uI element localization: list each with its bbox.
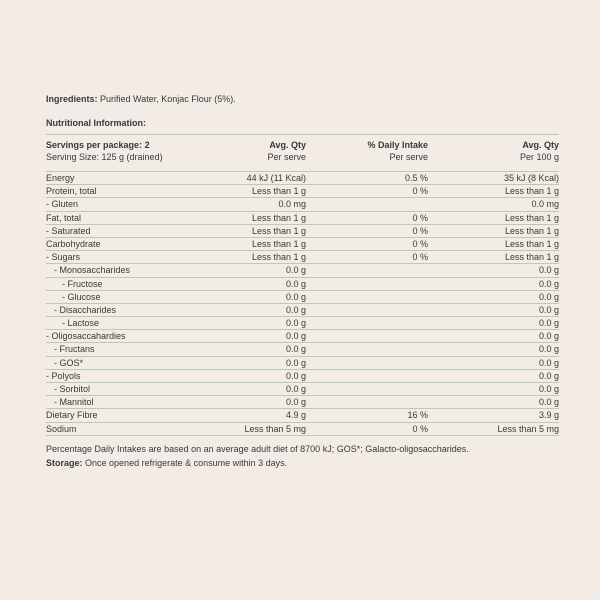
nutrient-name: Fat, total bbox=[46, 212, 82, 223]
per-100g-value: 0.0 g bbox=[538, 318, 559, 329]
nutrient-name: - Mannitol bbox=[54, 397, 94, 408]
column-title: % Daily Intake bbox=[367, 140, 428, 150]
table-row bbox=[46, 317, 559, 330]
column-title: Avg. Qty bbox=[522, 140, 559, 150]
table-row bbox=[46, 198, 559, 211]
daily-intake-value bbox=[306, 264, 428, 277]
per-serve-value: 4.9 g bbox=[285, 410, 306, 421]
table-row bbox=[46, 238, 559, 251]
nutrient-name: - Oligosaccahardies bbox=[46, 331, 126, 342]
storage-label: Storage: bbox=[46, 457, 83, 468]
serving-size: Serving Size: 125 g (drained) bbox=[46, 152, 163, 162]
daily-intake-value bbox=[306, 278, 428, 291]
ingredients-label: Ingredients: bbox=[46, 94, 98, 104]
per-serve-value: 0.0 g bbox=[285, 278, 306, 289]
per-100g-value: 0.0 g bbox=[538, 344, 559, 355]
column-header-avg-per-100g bbox=[428, 139, 559, 163]
per-serve-value: 0.0 g bbox=[285, 344, 306, 355]
per-100g-value: Less than 1 g bbox=[504, 225, 559, 236]
table-row bbox=[46, 304, 559, 317]
table-row bbox=[46, 343, 559, 356]
daily-intake-value bbox=[306, 396, 428, 409]
per-100g-value: 0.0 g bbox=[538, 331, 559, 342]
per-serve-value: 0.0 g bbox=[285, 384, 306, 394]
column-subtitle: Per serve bbox=[389, 152, 428, 162]
daily-intake-footnote: Percentage Daily Intakes are based on an average adult diet of 8700 kJ; GOS*; Galacto-oligosaccharides. bbox=[46, 443, 469, 454]
nutrient-name: - Fructans bbox=[54, 344, 95, 355]
nutrition-heading: Nutritional Information: bbox=[46, 118, 146, 128]
per-serve-value: 0.0 g bbox=[285, 304, 306, 315]
nutrient-name: - Lactose bbox=[62, 318, 100, 329]
daily-intake-value bbox=[306, 357, 428, 370]
daily-intake-value: 0 % bbox=[412, 212, 428, 223]
nutrient-name: - Polyols bbox=[46, 370, 81, 381]
table-row bbox=[46, 185, 559, 198]
per-serve-value: 0.0 g bbox=[285, 265, 306, 276]
footnotes bbox=[46, 442, 559, 470]
daily-intake-value: 16 % bbox=[407, 410, 428, 421]
servings-info bbox=[46, 139, 191, 163]
storage-text: Once opened refrigerate & consume within 3 days. bbox=[85, 457, 288, 468]
nutrient-name: Carbohydrate bbox=[46, 238, 101, 249]
per-100g-value: 0.0 g bbox=[538, 384, 559, 394]
nutrient-name: - Gluten bbox=[46, 199, 79, 210]
table-row bbox=[46, 264, 559, 277]
table-row bbox=[46, 330, 559, 343]
table-row bbox=[46, 251, 559, 264]
daily-intake-value: 0 % bbox=[412, 186, 428, 197]
nutrient-name: - Fructose bbox=[62, 278, 103, 289]
daily-intake-value: 0.5 % bbox=[404, 173, 428, 183]
ingredients-line bbox=[46, 93, 559, 105]
table-row bbox=[46, 357, 559, 370]
per-100g-value: Less than 1 g bbox=[504, 252, 559, 263]
table-row bbox=[46, 212, 559, 225]
storage-line bbox=[46, 456, 559, 470]
daily-intake-value bbox=[306, 317, 428, 330]
per-100g-value: 0.0 g bbox=[538, 291, 559, 302]
nutrient-name: - Glucose bbox=[62, 291, 101, 302]
per-serve-value: 0.0 g bbox=[285, 370, 306, 381]
nutrition-table-body bbox=[46, 171, 559, 436]
table-row bbox=[46, 383, 559, 396]
per-serve-value: 0.0 g bbox=[285, 397, 306, 408]
daily-intake-value bbox=[306, 198, 428, 211]
table-row bbox=[46, 370, 559, 383]
per-serve-value: 0.0 g bbox=[285, 291, 306, 302]
column-subtitle: Per 100 g bbox=[519, 152, 559, 162]
per-100g-value: 3.9 g bbox=[538, 410, 559, 421]
daily-intake-value: 0 % bbox=[412, 225, 428, 236]
nutrition-panel bbox=[46, 93, 559, 470]
nutrient-name: - Sugars bbox=[46, 252, 81, 263]
daily-intake-value bbox=[306, 304, 428, 317]
per-100g-value: 0.0 g bbox=[538, 370, 559, 381]
per-serve-value: 0.0 g bbox=[285, 331, 306, 342]
table-row bbox=[46, 396, 559, 409]
table-row bbox=[46, 278, 559, 291]
per-serve-value: Less than 1 g bbox=[251, 225, 306, 236]
daily-intake-value bbox=[306, 383, 428, 396]
daily-intake-value bbox=[306, 370, 428, 383]
per-100g-value: Less than 5 mg bbox=[497, 423, 559, 434]
nutrient-name: - Saturated bbox=[46, 225, 91, 236]
nutrient-name: - Disaccharides bbox=[54, 304, 117, 315]
nutrient-name: Energy bbox=[46, 173, 75, 183]
servings-value: 2 bbox=[144, 140, 150, 150]
per-100g-value: 0.0 g bbox=[538, 397, 559, 408]
daily-intake-value bbox=[306, 343, 428, 356]
servings-per-package bbox=[46, 139, 191, 151]
table-row bbox=[46, 409, 559, 422]
per-serve-value: Less than 5 mg bbox=[244, 423, 306, 434]
daily-intake-value: 0 % bbox=[412, 423, 428, 434]
column-header-avg-per-serve bbox=[191, 139, 306, 163]
per-serve-value: 0.0 mg bbox=[278, 199, 306, 210]
per-100g-value: 0.0 g bbox=[538, 357, 559, 368]
daily-intake-value: 0 % bbox=[412, 238, 428, 249]
daily-intake-value bbox=[306, 330, 428, 343]
per-serve-value: Less than 1 g bbox=[251, 186, 306, 197]
per-100g-value: 35 kJ (8 Kcal) bbox=[503, 173, 559, 183]
table-row bbox=[46, 172, 559, 185]
nutrient-name: Protein, total bbox=[46, 186, 97, 197]
per-100g-value: 0.0 g bbox=[538, 265, 559, 276]
nutrient-name: - Monosaccharides bbox=[54, 265, 131, 276]
daily-intake-value: 0 % bbox=[412, 252, 428, 263]
table-row bbox=[46, 423, 559, 436]
column-subtitle: Per serve bbox=[267, 152, 306, 162]
nutrient-name: - GOS* bbox=[54, 357, 84, 368]
column-title: Avg. Qty bbox=[269, 140, 306, 150]
per-100g-value: 0.0 g bbox=[538, 304, 559, 315]
per-serve-value: Less than 1 g bbox=[251, 212, 306, 223]
per-100g-value: 0.0 g bbox=[538, 278, 559, 289]
daily-intake-value bbox=[306, 291, 428, 304]
per-100g-value: Less than 1 g bbox=[504, 186, 559, 197]
per-100g-value: Less than 1 g bbox=[504, 238, 559, 249]
per-serve-value: 0.0 g bbox=[285, 318, 306, 329]
servings-label: Servings per package: bbox=[46, 140, 143, 150]
column-header-daily-intake bbox=[306, 139, 428, 163]
ingredients-text: Purified Water, Konjac Flour (5%). bbox=[100, 94, 236, 104]
per-100g-value: Less than 1 g bbox=[504, 212, 559, 223]
table-row bbox=[46, 291, 559, 304]
per-serve-value: 0.0 g bbox=[285, 357, 306, 368]
per-serve-value: Less than 1 g bbox=[251, 238, 306, 249]
per-serve-value: Less than 1 g bbox=[251, 252, 306, 263]
table-row bbox=[46, 225, 559, 238]
nutrient-name: Sodium bbox=[46, 423, 77, 434]
nutrient-name: - Sorbitol bbox=[54, 384, 91, 394]
per-100g-value: 0.0 mg bbox=[531, 199, 559, 210]
nutrient-name: Dietary Fibre bbox=[46, 410, 98, 421]
nutrition-table-header bbox=[46, 135, 559, 163]
per-serve-value: 44 kJ (11 Kcal) bbox=[246, 173, 306, 183]
